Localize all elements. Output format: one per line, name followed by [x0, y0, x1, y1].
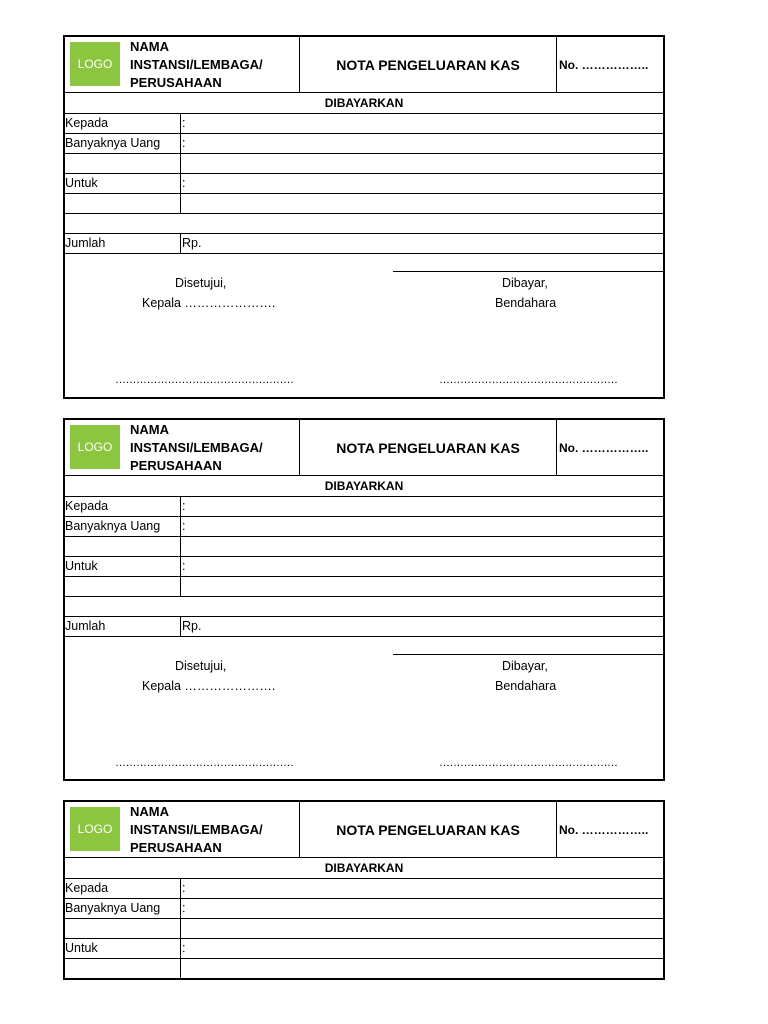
kepada-colon: : — [182, 116, 186, 130]
voucher-title: NOTA PENGELUARAN KAS — [336, 56, 520, 73]
voucher-number: No. …………….. — [559, 440, 649, 455]
kepada-colon: : — [182, 499, 186, 513]
treasurer-signature-line: …………………………………………… — [439, 757, 618, 769]
section-heading: DIBAYARKAN — [65, 93, 663, 114]
untuk-row — [65, 557, 663, 577]
amount-label: Banyaknya Uang — [65, 901, 161, 915]
kepada-label: Kepada — [65, 116, 109, 130]
head-label: Kepala …………………. — [142, 679, 276, 693]
voucher-header — [65, 802, 663, 858]
untuk-row — [65, 174, 663, 194]
amount-row-2 — [65, 154, 663, 174]
amount-label: Banyaknya Uang — [65, 519, 161, 533]
treasurer-label: Bendahara — [495, 679, 557, 693]
head-label: Kepala …………………. — [142, 296, 276, 310]
amount-row — [65, 134, 663, 154]
approved-label: Disetujui, — [175, 659, 227, 673]
blank-row — [65, 214, 663, 234]
jumlah-row — [65, 617, 663, 637]
amount-row-2 — [65, 537, 663, 557]
institution-name: NAMA INSTANSI/LEMBAGA/ PERUSAHAAN — [130, 39, 263, 90]
untuk-label: Untuk — [65, 559, 98, 573]
voucher-number: No. …………….. — [559, 822, 649, 837]
jumlah-rp: Rp. — [182, 619, 202, 633]
section-heading: DIBAYARKAN — [65, 858, 663, 879]
amount-row — [65, 899, 663, 919]
signature-area — [65, 254, 663, 396]
kepada-label: Kepada — [65, 499, 109, 513]
logo-placeholder: LOGO — [70, 425, 120, 469]
voucher-header — [65, 420, 663, 476]
amount-colon: : — [182, 519, 186, 533]
jumlah-label: Jumlah — [65, 236, 106, 250]
paid-label: Dibayar, — [502, 659, 548, 673]
voucher-title: NOTA PENGELUARAN KAS — [336, 821, 520, 838]
logo-placeholder: LOGO — [70, 42, 120, 86]
head-signature-line: …………………………………………… — [115, 757, 294, 769]
kepada-row — [65, 114, 663, 134]
section-heading: DIBAYARKAN — [65, 476, 663, 497]
amount-row-2 — [65, 919, 663, 939]
treasurer-signature-line: …………………………………………… — [439, 374, 618, 386]
untuk-row — [65, 939, 663, 959]
untuk-colon: : — [182, 559, 186, 573]
expense-voucher-1 — [63, 35, 665, 399]
expense-voucher-3 — [63, 800, 665, 980]
kepada-row — [65, 497, 663, 517]
kepada-colon: : — [182, 881, 186, 895]
untuk-row-2 — [65, 194, 663, 214]
untuk-colon: : — [182, 941, 186, 955]
kepada-row — [65, 879, 663, 899]
institution-name: NAMA INSTANSI/LEMBAGA/ PERUSAHAAN — [130, 422, 263, 473]
voucher-header — [65, 37, 663, 93]
expense-voucher-2 — [63, 418, 665, 781]
jumlah-label: Jumlah — [65, 619, 106, 633]
untuk-label: Untuk — [65, 176, 98, 190]
amount-colon: : — [182, 136, 186, 150]
blank-row — [65, 597, 663, 617]
voucher-title: NOTA PENGELUARAN KAS — [336, 439, 520, 456]
kepada-label: Kepada — [65, 881, 109, 895]
amount-row — [65, 517, 663, 537]
voucher-number: No. …………….. — [559, 57, 649, 72]
untuk-row-2 — [65, 577, 663, 597]
paid-label: Dibayar, — [502, 276, 548, 290]
treasurer-label: Bendahara — [495, 296, 557, 310]
untuk-row-2 — [65, 959, 663, 979]
approved-label: Disetujui, — [175, 276, 227, 290]
untuk-label: Untuk — [65, 941, 98, 955]
head-signature-line: …………………………………………… — [115, 374, 294, 386]
logo-placeholder: LOGO — [70, 807, 120, 851]
jumlah-row — [65, 234, 663, 254]
signature-area — [65, 637, 663, 779]
untuk-colon: : — [182, 176, 186, 190]
amount-colon: : — [182, 901, 186, 915]
institution-name: NAMA INSTANSI/LEMBAGA/ PERUSAHAAN — [130, 804, 263, 855]
jumlah-rp: Rp. — [182, 236, 202, 250]
amount-label: Banyaknya Uang — [65, 136, 161, 150]
